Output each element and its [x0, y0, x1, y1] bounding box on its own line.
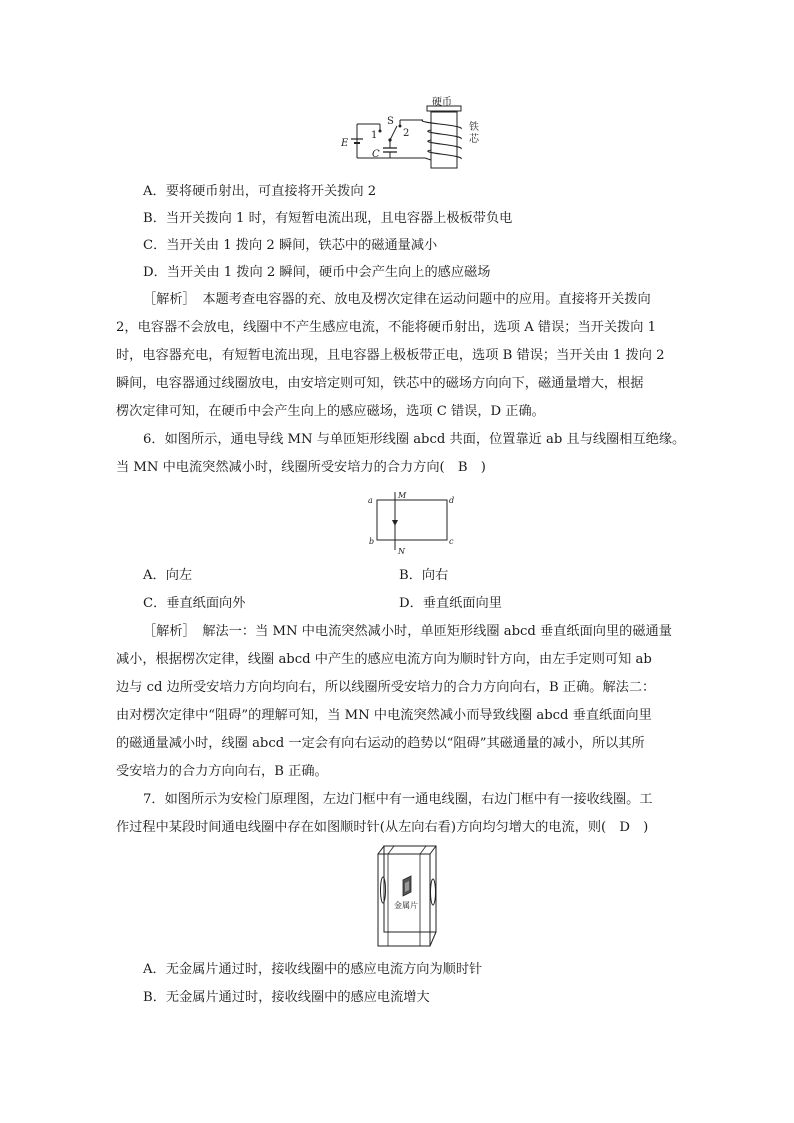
coin-launcher-circuit-figure	[335, 96, 495, 176]
point-n-label: N	[398, 547, 405, 556]
switch-label: S	[387, 116, 394, 127]
q7-option-b: B．无金属片通过时，接收线圈中的感应电流增大	[143, 990, 430, 1005]
capacitor-label: C	[372, 149, 380, 160]
q7-stem-line-2: 作过程中某段时间通电线圈中存在如图顺时针(从左向右看)方向均匀增大的电流，则( D )	[116, 820, 649, 835]
q5-analysis-line-5: 楞次定律可知，在硬币中会产生向上的感应磁场，选项 C 错误，D 正确。	[116, 404, 545, 419]
q6-option-d: D．垂直纸面向里	[399, 596, 502, 611]
q6-option-b: B．向右	[399, 568, 449, 583]
q7-stem-line-1: 7．如图所示为安检门原理图，左边门框中有一通电线圈，右边门框中有一接收线圈。工	[143, 792, 653, 807]
contact-1-label: 1	[371, 130, 378, 141]
point-d-label: d	[449, 496, 455, 505]
q6-analysis-line-2: 减小，根据楞次定律，线圈 abcd 中产生的感应电流方向为顺时针方向，由左手定则可知 ab	[116, 652, 652, 667]
q6-analysis-line-1: ［解析］ 解法一：当 MN 中电流突然减小时，单匝矩形线圈 abcd 垂直纸面向里的磁通量	[143, 624, 672, 639]
iron-core-label-2: 芯	[469, 134, 479, 145]
q5-option-d: D．当开关由 1 拨向 2 瞬间，硬币中会产生向上的感应磁场	[143, 265, 491, 280]
q6-option-c: C．垂直纸面向外	[143, 596, 246, 611]
q6-analysis-line-6: 受安培力的合力方向向右，B 正确。	[116, 764, 328, 779]
q6-stem-line-2: 当 MN 中电流突然减小时，线圈所受安培力的合力方向( B )	[116, 460, 486, 475]
point-c-label: c	[449, 537, 454, 546]
q7-option-a: A．无金属片通过时，接收线圈中的感应电流方向为顺时针	[143, 962, 483, 977]
q5-option-c: C．当开关由 1 拨向 2 瞬间，铁芯中的磁通量减小	[143, 238, 438, 253]
q6-analysis-line-4: 由对楞次定律中“阻碍”的理解可知，当 MN 中电流突然减小而导致线圈 abcd 垂直纸面向里	[116, 708, 652, 723]
q6-analysis-line-3: 边与 cd 边所受安培力方向均向右，所以线圈所受安培力的合力方向向右，B 正确。解法二：	[116, 680, 656, 695]
q5-option-b: B．当开关拨向 1 时，有短暂电流出现，且电容器上极板带负电	[143, 211, 513, 226]
q5-analysis-line-1: ［解析］ 本题考查电容器的充、放电及楞次定律在运动问题中的应用。直接将开关拨向	[143, 292, 651, 307]
iron-core-label-1: 铁	[469, 122, 479, 133]
point-a-label: a	[368, 496, 373, 505]
point-m-label: M	[398, 491, 407, 500]
q5-analysis-line-2: 2，电容器不会放电，线圈中不产生感应电流，不能将硬币射出，选项 A 错误；当开关拨向 1	[116, 320, 657, 335]
q6-stem-line-1: 6．如图所示，通电导线 MN 与单匝矩形线圈 abcd 共面，位置靠近 ab 且与线圈相互绝缘。	[143, 432, 686, 447]
q6-option-a: A．向左	[143, 568, 193, 583]
q5-option-a: A．要将硬币射出，可直接将开关拨向 2	[143, 184, 377, 199]
q5-analysis-line-4: 瞬间，电容器通过线圈放电，由安培定则可知，铁芯中的磁场方向向下，磁通量增大，根据	[116, 376, 644, 391]
metal-sheet-label: 金属片	[394, 901, 418, 910]
coin-label: 硬币	[432, 97, 452, 108]
wire-and-loop-figure	[365, 488, 460, 558]
battery-label: E	[341, 138, 349, 149]
contact-2-label: 2	[403, 128, 410, 139]
security-gate-figure	[374, 842, 446, 952]
q6-analysis-line-5: 的磁通量减小时，线圈 abcd 一定会有向右运动的趋势以“阻碍”其磁通量的减小，所以其所	[116, 736, 645, 751]
point-b-label: b	[369, 537, 375, 546]
q5-analysis-line-3: 时，电容器充电，有短暂电流出现，且电容器上极板带正电，选项 B 错误；当开关由 1 拨向 2	[116, 348, 665, 363]
